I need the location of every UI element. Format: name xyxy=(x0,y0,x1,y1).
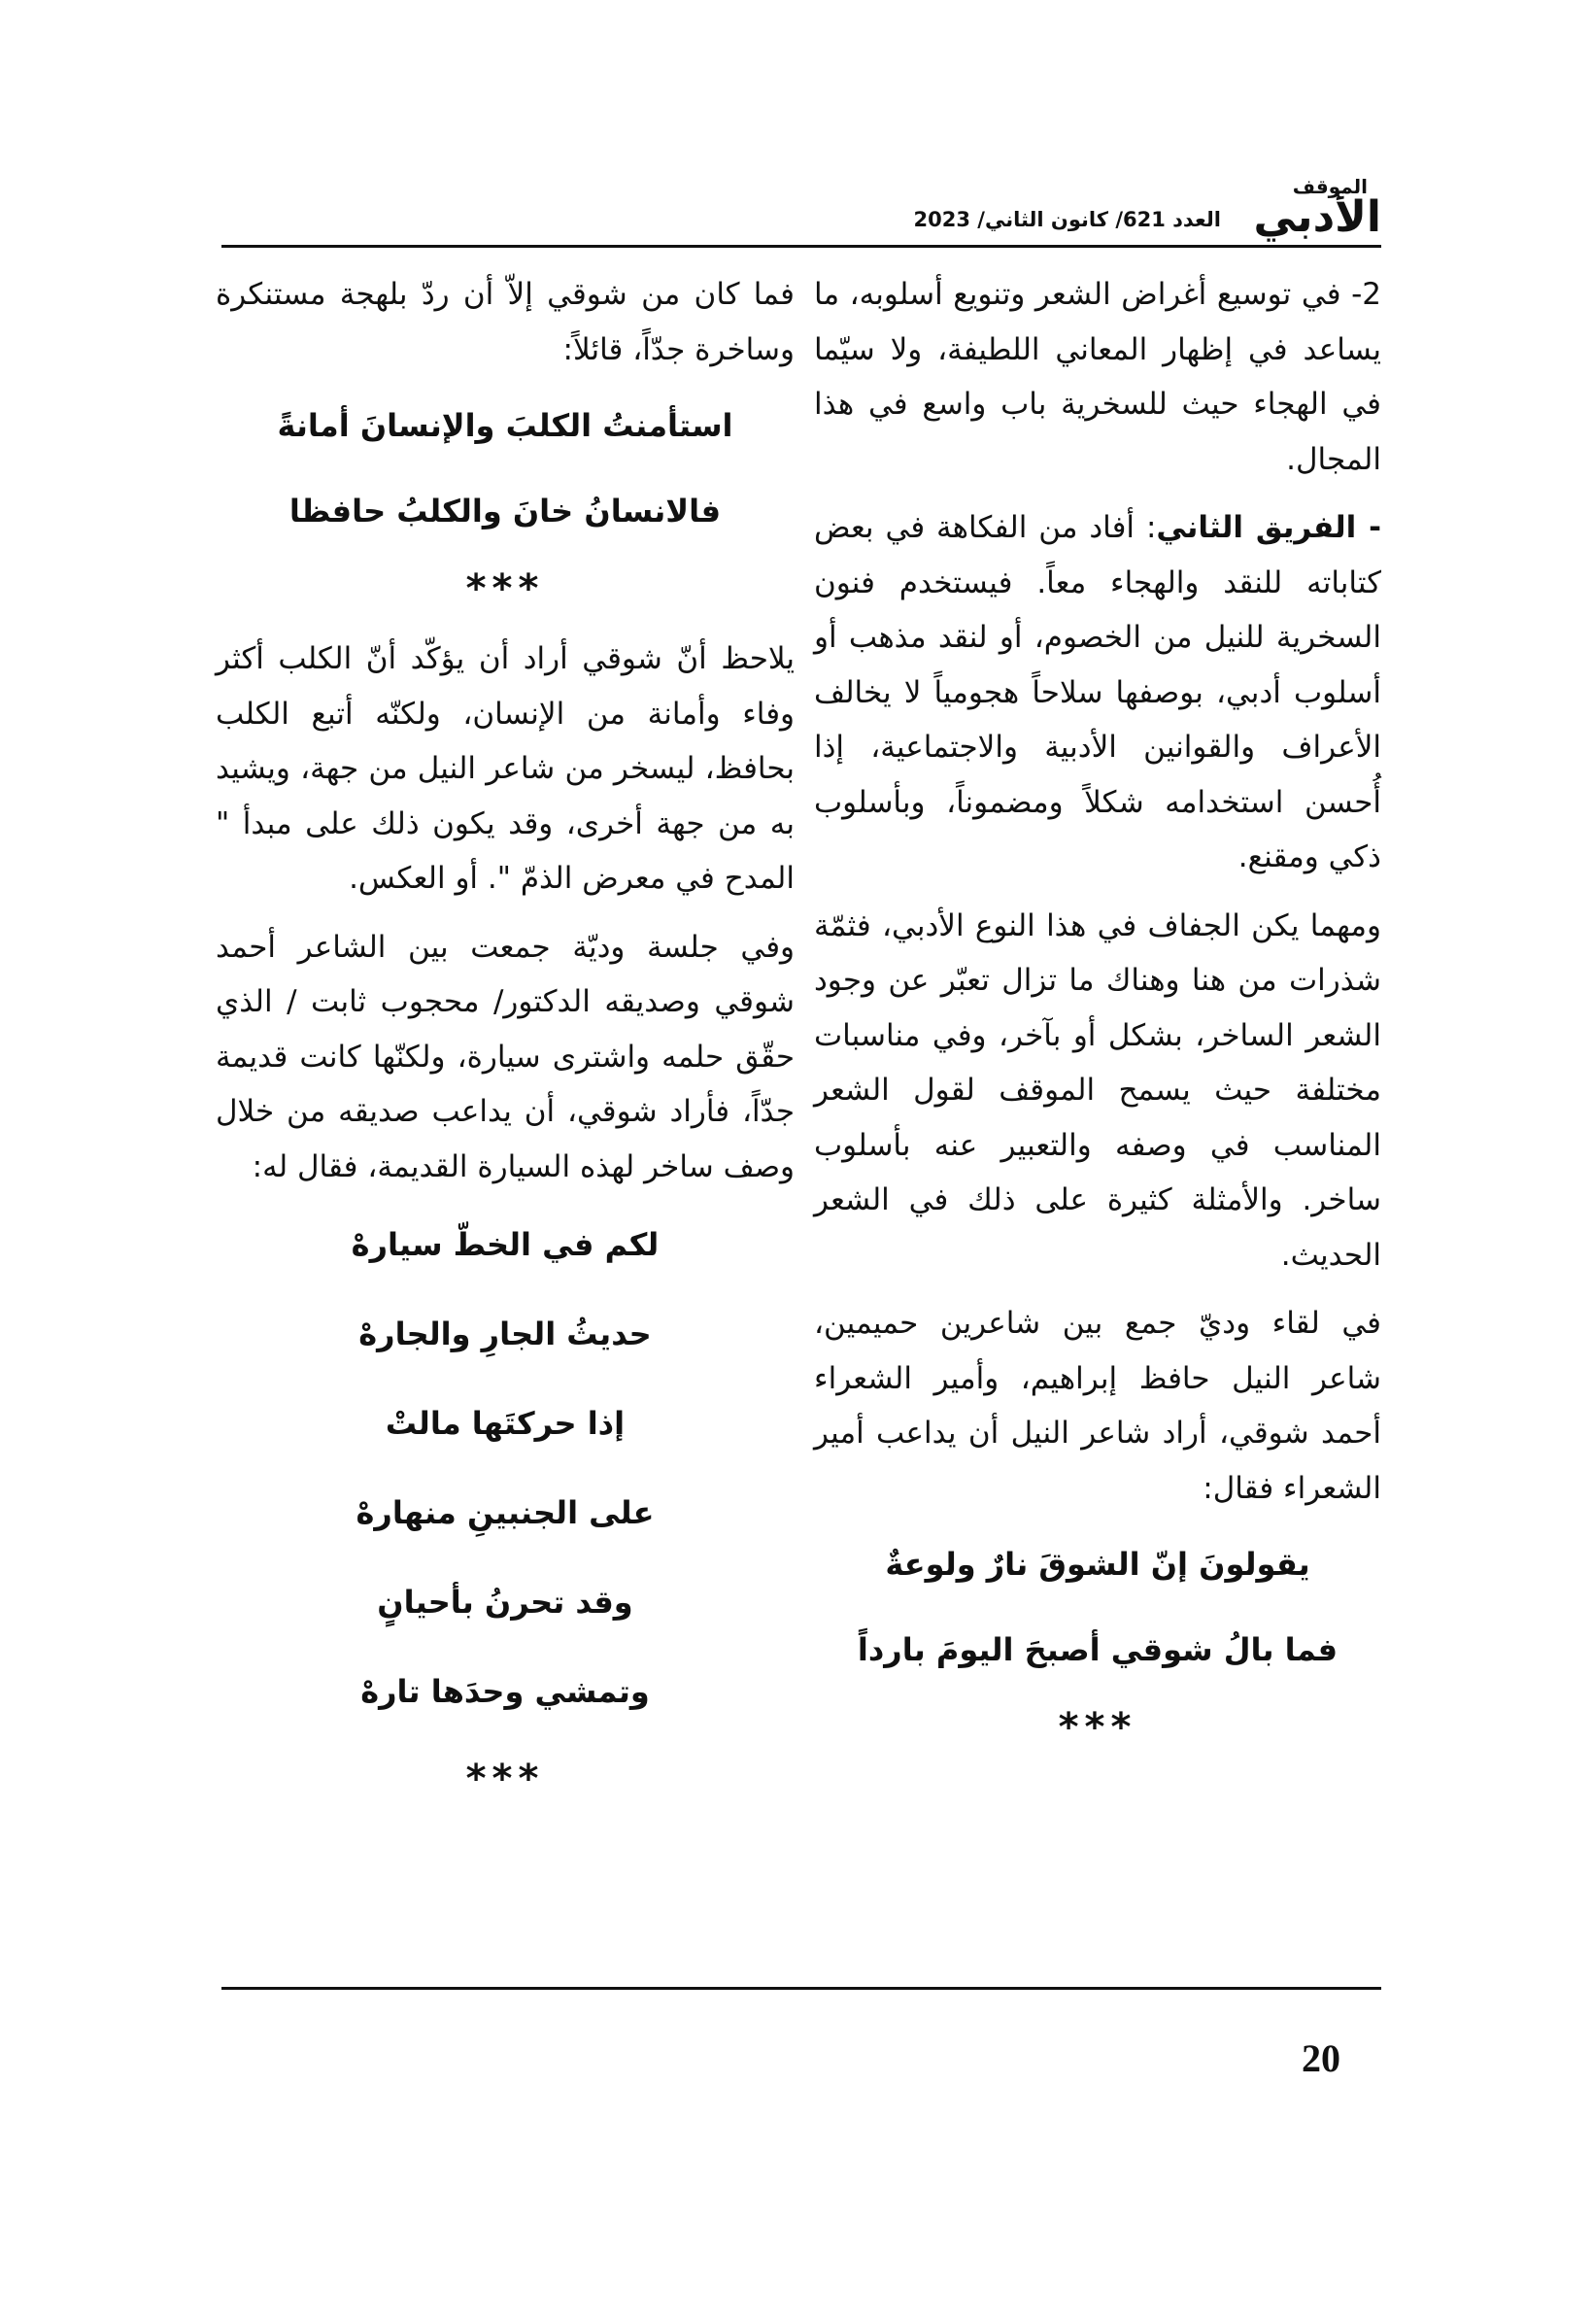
poem-line: وقد تحرنُ بأحيانٍ xyxy=(377,1584,633,1621)
verse-line: استأمنتُ الكلبَ والإنسانَ أمانةً xyxy=(277,407,733,444)
poem-line: على الجنبينِ منهارهْ xyxy=(356,1494,655,1531)
section-separator: *** xyxy=(465,566,545,611)
paragraph: في لقاء وديّ جمع بين شاعرين حميمين، شاعر النيل حافظ إبراهيم، وأمير الشعراء أحمد شوقي، أراد شاعر النيل أن يداعب أمير الشعراء فقال: xyxy=(814,1306,1381,1506)
page-header xyxy=(221,163,1381,251)
paragraph: وفي جلسة وديّة جمعت بين الشاعر أحمد شوقي وصديقه الدكتور/ محجوب ثابت / الذي حقّق حلمه واشترى سيارة، ولكنّها كانت قديمة جدّاً، فأراد شوقي، أن يداعب صديقه من خلال وصف ساخر لهذه السيارة القديمة، فقال له: xyxy=(216,929,795,1184)
left-column xyxy=(216,267,795,1808)
verse-line: يقولونَ إنّ الشوقَ نارٌ ولوعةٌ xyxy=(885,1546,1310,1583)
paragraph: فما كان من شوقي إلاّ أن ردّ بلهجة مستنكرة وساخرة جدّاً، قائلاً: xyxy=(216,277,795,367)
poem-line: حديثُ الجارِ والجارهْ xyxy=(358,1316,652,1352)
magazine-logo xyxy=(1236,175,1381,243)
paragraph-body: : أفاد من الفكاهة في بعض كتاباته للنقد والهجاء معاً. فيستخدم فنون السخرية للنيل من الخصوم، أو لنقد مذهب أو أسلوب أدبي، بوصفها سلاحاً هجومياً لا يخالف الأعراف والقوانين الأدبية والاجتماعية، إذا أُحسن استخدامه شكلاً ومضموناً، وبأسلوب ذكي ومقنع. xyxy=(814,510,1381,874)
page-number: 20 xyxy=(1302,2036,1340,2080)
section-separator: *** xyxy=(465,1757,545,1801)
verse-line: فما بالُ شوقي أصبحَ اليومَ بارداً xyxy=(857,1631,1339,1668)
logo-small-text: الموقف xyxy=(1292,175,1368,198)
poem-line: لكم في الخطّ سيارهْ xyxy=(351,1226,660,1263)
logo-big-text: الأدبي xyxy=(1253,192,1381,242)
paragraph: يلاحظ أنّ شوقي أراد أن يؤكّد أنّ الكلب أكثر وفاء وأمانة من الإنسان، ولكنّه أتبع الكلب بحافظ، ليسخر من شاعر النيل من جهة، ويشيد به من جهة أخرى، وقد يكون ذلك على مبدأ " المدح في معرض الذمّ ". أو العكس. xyxy=(216,641,795,896)
paragraph xyxy=(814,500,1381,885)
footer-divider xyxy=(221,1987,1381,1990)
section-separator: *** xyxy=(1058,1705,1137,1750)
paragraph: ومهما يكن الجفاف في هذا النوع الأدبي، فثمّة شذرات من هنا وهناك ما تزال تعبّر عن وجود الشعر الساخر، بشكل أو بآخر، وفي مناسبات مختلفة حيث يسمح الموقف لقول الشعر المناسب في وصفه والتعبير عنه بأسلوب ساخر. والأمثلة كثيرة على ذلك في الشعر الحديث. xyxy=(814,907,1381,1273)
issue-info: العدد 621/ كانون الثاني/ 2023 xyxy=(913,208,1221,231)
poem-line: إذا حركتَها مالتْ xyxy=(385,1405,626,1442)
paragraph-lead: - الفريق الثاني xyxy=(1156,510,1381,545)
right-column xyxy=(814,267,1381,1757)
header-divider xyxy=(221,245,1381,248)
paragraph: 2- في توسيع أغراض الشعر وتنويع أسلوبه، ما يساعد في إظهار المعاني اللطيفة، ولا سيّما في الهجاء حيث للسخرية باب واسع في هذا المجال. xyxy=(814,277,1381,477)
poem-line: وتمشي وحدَها تارهْ xyxy=(360,1673,650,1710)
verse-line: فالانسانُ خانَ والكلبُ حافظا xyxy=(288,493,722,530)
